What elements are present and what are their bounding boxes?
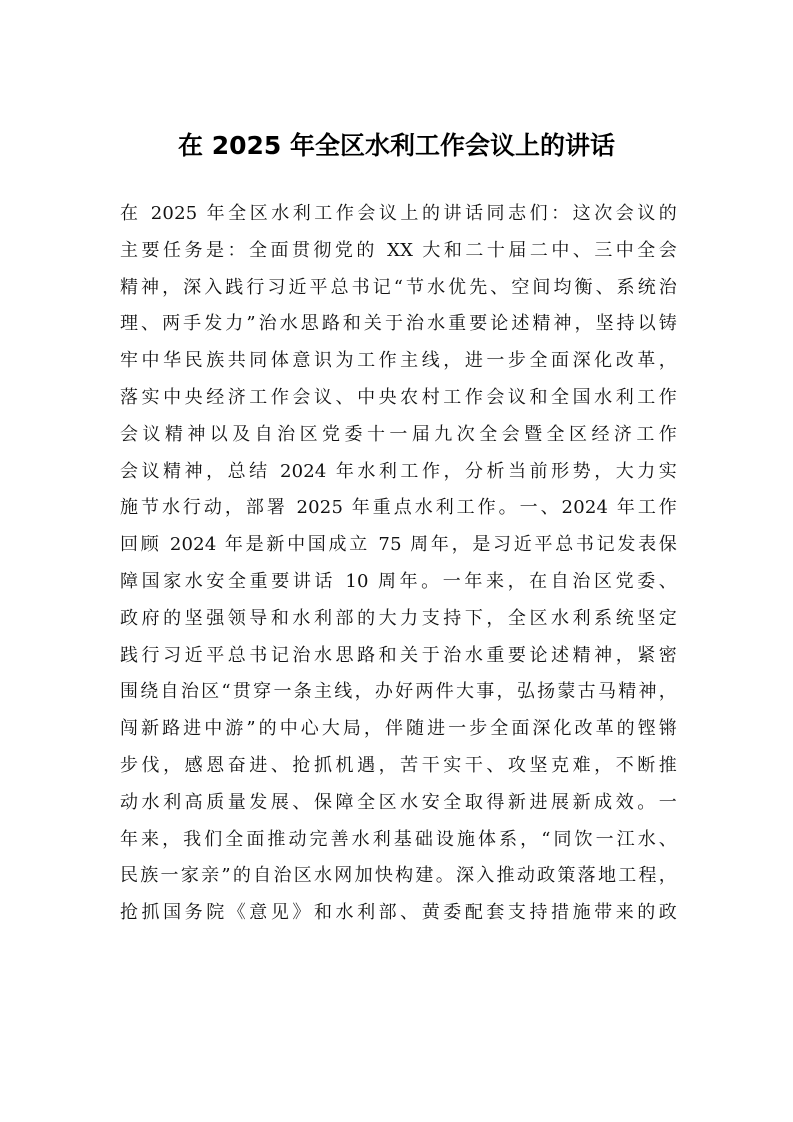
body-line: 回顾 2024 年是新中国成立 75 周年，是习近平总书记发表保 [120,534,677,556]
body-line: 年来，我们全面推动完善水利基础设施体系，“同饮一江水、 [120,828,677,850]
body-line: 抢抓国务院《意见》和水利部、黄委配套支持措施带来的政 [120,902,677,924]
document-title: 在 2025 年全区水利工作会议上的讲话 [178,131,615,160]
body-line: 主要任务是：全面贯彻党的 XX 大和二十届二中、三中全会 [120,239,677,261]
body-line: 践行习近平总书记治水思路和关于治水重要论述精神，紧密 [120,644,677,666]
body-line: 落实中央经济工作会议、中央农村工作会议和全国水利工作 [120,386,677,408]
body-line: 会议精神以及自治区党委十一届九次全会暨全区经济工作 [120,423,677,445]
body-line: 步伐，感恩奋进、抢抓机遇，苦干实干、攻坚克难，不断推 [120,754,677,776]
body-line: 精神，深入践行习近平总书记“节水优先、空间均衡、系统治 [120,276,677,298]
body-line: 障国家水安全重要讲话 10 周年。一年来，在自治区党委、 [120,570,677,592]
body-line: 会议精神，总结 2024 年水利工作，分析当前形势，大力实 [120,460,677,482]
body-line: 民族一家亲”的自治区水网加快构建。深入推动政策落地工程， [120,865,677,887]
document-body [120,196,677,932]
body-line: 牢中华民族共同体意识为工作主线，进一步全面深化改革， [120,350,677,372]
body-line: 围绕自治区“贯穿一条主线，办好两件大事，弘扬蒙古马精神， [120,681,677,703]
body-line: 动水利高质量发展、保障全区水安全取得新进展新成效。一 [120,791,677,813]
body-line: 理、两手发力”治水思路和关于治水重要论述精神，坚持以铸 [120,313,677,335]
body-line: 政府的坚强领导和水利部的大力支持下，全区水利系统坚定 [120,607,677,629]
body-line: 施节水行动，部署 2025 年重点水利工作。一、2024 年工作 [120,497,677,519]
body-line: 在 2025 年全区水利工作会议上的讲话同志们：这次会议的 [120,203,677,224]
body-line: 闯新路进中游”的中心大局，伴随进一步全面深化改革的铿锵 [120,718,677,740]
